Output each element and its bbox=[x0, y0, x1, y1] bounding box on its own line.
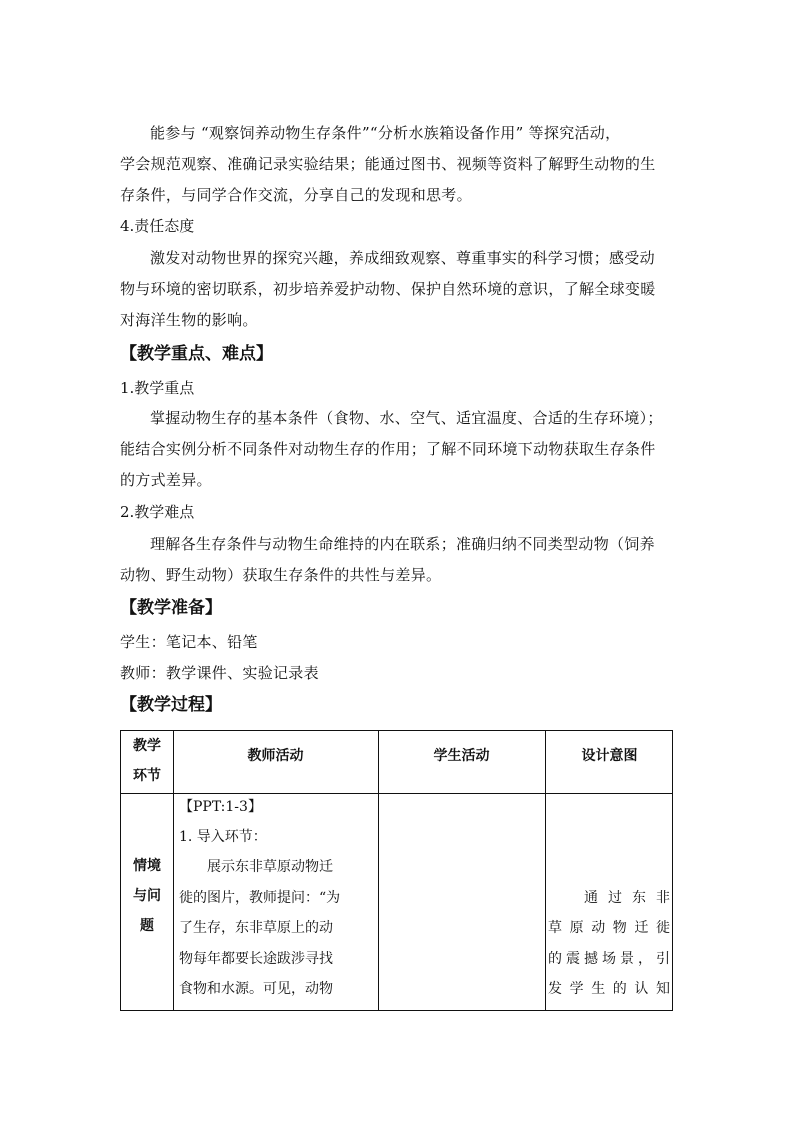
paragraph-line: 存条件，与同学合作交流，分享自己的发现和思考。 bbox=[120, 186, 472, 204]
section-title: 4.责任态度 bbox=[120, 217, 195, 235]
paragraph-line: 激发对动物世界的探究兴趣，养成细致观察、尊重事实的科学习惯；感受动 bbox=[150, 249, 655, 267]
table-divider bbox=[173, 731, 174, 1010]
design-intent-line: 发学生的认知 bbox=[548, 981, 670, 997]
teacher-activity-line: 食物和水源。可见，动物 bbox=[179, 981, 333, 997]
paragraph-line: 能参与 “观察饲养动物生存条件”“分析水族箱设备作用” 等探究活动， bbox=[150, 124, 621, 142]
design-intent-line: 通过东非 bbox=[584, 890, 670, 906]
teacher-activity-line: 展示东非草原动物迁 bbox=[207, 859, 333, 875]
teacher-activity-line: 物每年都要长途跋涉寻找 bbox=[179, 951, 333, 967]
paragraph-line: 物与环境的密切联系，初步培养爱护动物、保护自然环境的意识，了解全球变暖 bbox=[120, 280, 656, 298]
subsection-title: 2.教学难点 bbox=[120, 503, 195, 521]
header-student-activity: 学生活动 bbox=[433, 748, 490, 764]
header-teacher-activity: 教师活动 bbox=[247, 748, 304, 764]
teacher-preparation: 教师：教学课件、实验记录表 bbox=[120, 664, 319, 682]
paragraph-line: 学会规范观察、准确记录实验结果；能通过图书、视频等资料了解野生动物的生 bbox=[120, 155, 656, 173]
paragraph-line: 动物、野生动物）获取生存条件的共性与差异。 bbox=[120, 566, 442, 584]
teacher-activity-line: 了生存，东非草原上的动 bbox=[179, 920, 333, 936]
section-heading: 【教学准备】 bbox=[120, 598, 222, 618]
teacher-activity-line: 1. 导入环节： bbox=[179, 829, 267, 845]
section-heading: 【教学过程】 bbox=[120, 695, 222, 715]
paragraph-line: 的方式差异。 bbox=[120, 471, 212, 489]
header-stage: 教学 环节 bbox=[133, 738, 161, 784]
section-heading: 【教学重点、难点】 bbox=[120, 344, 273, 364]
teacher-activity-line: 徙的图片，教师提问：“为 bbox=[179, 890, 341, 906]
design-intent-line: 的震撼场景，引 bbox=[548, 951, 670, 967]
student-preparation: 学生：笔记本、铅笔 bbox=[120, 633, 258, 651]
table-divider bbox=[545, 731, 546, 1010]
paragraph-line: 能结合实例分析不同条件对动物生存的作用；了解不同环境下动物获取生存条件 bbox=[120, 440, 656, 458]
teacher-activity-line: 【PPT:1-3】 bbox=[179, 799, 262, 815]
paragraph-line: 理解各生存条件与动物生命维持的内在联系；准确归纳不同类型动物（饲养 bbox=[150, 535, 655, 553]
stage-label: 情境 与问 题 bbox=[133, 858, 161, 934]
header-design-intent: 设计意图 bbox=[581, 748, 638, 764]
subsection-title: 1.教学重点 bbox=[120, 379, 195, 397]
design-intent-line: 草原动物迁徙 bbox=[548, 920, 670, 936]
paragraph-line: 对海洋生物的影响。 bbox=[120, 311, 258, 329]
teaching-process-table bbox=[120, 730, 673, 1011]
table-divider bbox=[378, 731, 379, 1010]
paragraph-line: 掌握动物生存的基本条件（食物、水、空气、适宜温度、合适的生存环境）； bbox=[150, 409, 663, 427]
